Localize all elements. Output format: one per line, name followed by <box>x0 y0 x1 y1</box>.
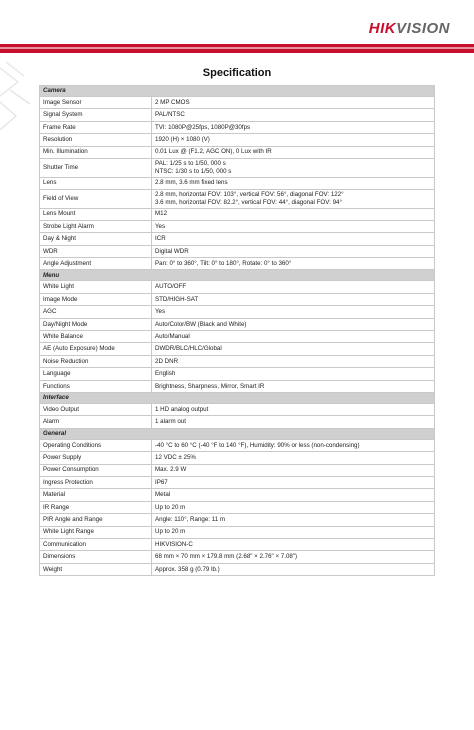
spec-value <box>152 121 435 133</box>
spec-label: PIR Angle and Range <box>40 514 152 526</box>
spec-value <box>152 97 435 109</box>
spec-value-line: Up to 20 m <box>155 528 186 536</box>
spec-value <box>152 258 435 270</box>
spec-label: WDR <box>40 245 152 257</box>
spec-label: Video Output <box>40 404 152 416</box>
spec-value <box>152 514 435 526</box>
spec-value-line: PAL: 1/25 s to 1/50, 000 s <box>155 160 226 168</box>
table-row <box>40 563 435 575</box>
spec-label: Min. Illumination <box>40 146 152 158</box>
spec-label: Image Sensor <box>40 97 152 109</box>
spec-label: White Balance <box>40 331 152 343</box>
spec-value-line: PAL/NTSC <box>155 111 185 119</box>
spec-label: Lens <box>40 177 152 189</box>
section-title: Interface <box>40 393 435 404</box>
table-row <box>40 281 435 293</box>
section-title: Camera <box>40 86 435 97</box>
spec-value <box>152 220 435 232</box>
section-header <box>40 270 435 281</box>
spec-label: AE (Auto Exposure) Mode <box>40 343 152 355</box>
table-row <box>40 404 435 416</box>
spec-value <box>152 355 435 367</box>
spec-value <box>152 439 435 451</box>
spec-value <box>152 551 435 563</box>
table-row <box>40 293 435 305</box>
spec-value-line: Up to 20 m <box>155 503 186 511</box>
spec-label: Signal System <box>40 109 152 121</box>
spec-label: Weight <box>40 563 152 575</box>
spec-value <box>152 489 435 501</box>
section-header <box>40 393 435 404</box>
spec-value <box>152 306 435 318</box>
table-row <box>40 158 435 177</box>
spec-value-line: English <box>155 370 176 378</box>
spec-value-line: Pan: 0° to 360°, Tilt: 0° to 180°, Rotate: 0° to 360° <box>155 259 292 267</box>
spec-value-line: ICR <box>155 235 166 243</box>
spec-label: Resolution <box>40 134 152 146</box>
spec-value <box>152 538 435 550</box>
table-row <box>40 121 435 133</box>
spec-label: White Light Range <box>40 526 152 538</box>
table-row <box>40 258 435 270</box>
spec-value-line: 2D DNR <box>155 357 179 365</box>
spec-value <box>152 416 435 428</box>
spec-label: Functions <box>40 380 152 392</box>
table-row <box>40 514 435 526</box>
spec-value <box>152 109 435 121</box>
spec-value <box>152 208 435 220</box>
table-row <box>40 368 435 380</box>
table-row <box>40 208 435 220</box>
table-row <box>40 464 435 476</box>
spec-value-line: Metal <box>155 491 171 499</box>
hikvision-logo: HIKVISION <box>368 20 450 37</box>
spec-value <box>152 245 435 257</box>
section-title: General <box>40 428 435 439</box>
spec-value-line: M12 <box>155 210 168 218</box>
table-row <box>40 331 435 343</box>
spec-value-line: IP67 <box>155 478 168 486</box>
spec-value-line: Brightness, Sharpness, Mirror, Smart IR <box>155 382 265 390</box>
spec-value-line: 12 VDC ± 25% <box>155 454 196 462</box>
table-row <box>40 306 435 318</box>
spec-value <box>152 318 435 330</box>
spec-value <box>152 233 435 245</box>
spec-label: Field of View <box>40 189 152 208</box>
table-row <box>40 501 435 513</box>
table-row <box>40 189 435 208</box>
spec-value-line: Yes <box>155 308 166 316</box>
table-row <box>40 476 435 488</box>
page-title: Specification <box>202 67 272 79</box>
spec-label: Power Supply <box>40 452 152 464</box>
table-row <box>40 318 435 330</box>
spec-label: Material <box>40 489 152 501</box>
spec-label: Day/Night Mode <box>40 318 152 330</box>
spec-value <box>152 331 435 343</box>
spec-value-line: 3.6 mm, horizontal FOV: 82.2°, vertical FOV: 44°, diagonal FOV: 94° <box>155 198 342 206</box>
spec-label: Image Mode <box>40 293 152 305</box>
spec-label: Language <box>40 368 152 380</box>
table-row <box>40 109 435 121</box>
spec-value <box>152 563 435 575</box>
spec-value-line: 1 alarm out <box>155 418 186 426</box>
spec-label: Angle Adjustment <box>40 258 152 270</box>
spec-label: Day & Night <box>40 233 152 245</box>
spec-value <box>152 526 435 538</box>
spec-value-line: TVI: 1080P@25fps, 1080P@30fps <box>155 123 251 131</box>
table-row <box>40 380 435 392</box>
spec-value <box>152 146 435 158</box>
spec-value-line: NTSC: 1/30 s to 1/50, 000 s <box>155 167 232 175</box>
spec-value-line: 2.8 mm, 3.6 mm fixed lens <box>155 179 228 187</box>
spec-label: Frame Rate <box>40 121 152 133</box>
table-row <box>40 134 435 146</box>
section-header <box>40 86 435 97</box>
spec-value-line: Approx. 358 g (0.79 lb.) <box>155 565 220 573</box>
table-row <box>40 551 435 563</box>
spec-label: Strobe Light Alarm <box>40 220 152 232</box>
spec-value <box>152 189 435 208</box>
table-row <box>40 233 435 245</box>
spec-value-line: HIKVISION-C <box>155 540 193 548</box>
spec-value-line: Angle: 110°, Range: 11 m <box>155 516 226 524</box>
table-row <box>40 146 435 158</box>
spec-value-line: Auto/Manual <box>155 332 190 340</box>
table-row <box>40 97 435 109</box>
specification-table <box>39 85 435 576</box>
spec-value-line: 2 MP CMOS <box>155 98 190 106</box>
spec-label: Power Consumption <box>40 464 152 476</box>
table-row <box>40 343 435 355</box>
spec-value <box>152 177 435 189</box>
spec-value <box>152 501 435 513</box>
spec-value-line: -40 °C to 60 °C (-40 °F to 140 °F), Humidity: 90% or less (non-condensing) <box>155 441 360 449</box>
spec-value <box>152 464 435 476</box>
spec-value <box>152 404 435 416</box>
spec-label: Lens Mount <box>40 208 152 220</box>
table-row <box>40 489 435 501</box>
table-row <box>40 177 435 189</box>
spec-value-line: AUTO/OFF <box>155 283 187 291</box>
spec-value-line: Max. 2.9 W <box>155 466 187 474</box>
spec-value-line: STD/HIGH-SAT <box>155 295 199 303</box>
spec-label: Alarm <box>40 416 152 428</box>
spec-label: AGC <box>40 306 152 318</box>
spec-value-line: 68 mm × 70 mm × 179.8 mm (2.68" × 2.76" × 7.08") <box>155 553 298 561</box>
spec-value-line: Auto/Color/BW (Black and White) <box>155 320 247 328</box>
spec-value-line: 2.8 mm, horizontal FOV: 103°, vertical FOV: 56°, diagonal FOV: 122° <box>155 191 344 199</box>
spec-label: Operating Conditions <box>40 439 152 451</box>
spec-value <box>152 452 435 464</box>
spec-value-line: 1 HD analog output <box>155 405 209 413</box>
table-row <box>40 452 435 464</box>
table-row <box>40 245 435 257</box>
table-row <box>40 416 435 428</box>
spec-value-line: 0.01 Lux @ (F1.2, AGC ON), 0 Lux with IR <box>155 148 272 156</box>
spec-value <box>152 158 435 177</box>
spec-label: Noise Reduction <box>40 355 152 367</box>
spec-value <box>152 293 435 305</box>
spec-value <box>152 281 435 293</box>
spec-value-line: DWDR/BLC/HLC/Global <box>155 345 222 353</box>
table-row <box>40 538 435 550</box>
spec-label: White Light <box>40 281 152 293</box>
spec-value-line: Digital WDR <box>155 247 189 255</box>
table-row <box>40 355 435 367</box>
section-title: Menu <box>40 270 435 281</box>
spec-value <box>152 380 435 392</box>
spec-value <box>152 368 435 380</box>
spec-label: Ingress Protection <box>40 476 152 488</box>
spec-value <box>152 134 435 146</box>
spec-label: Shutter Time <box>40 158 152 177</box>
spec-value <box>152 476 435 488</box>
spec-value-line: Yes <box>155 222 166 230</box>
spec-value-line: 1920 (H) × 1080 (V) <box>155 136 210 144</box>
table-row <box>40 220 435 232</box>
section-header <box>40 428 435 439</box>
spec-label: Communication <box>40 538 152 550</box>
header-stripe-highlight <box>0 47 474 49</box>
table-row <box>40 439 435 451</box>
spec-value <box>152 343 435 355</box>
table-row <box>40 526 435 538</box>
spec-label: Dimensions <box>40 551 152 563</box>
spec-label: IR Range <box>40 501 152 513</box>
